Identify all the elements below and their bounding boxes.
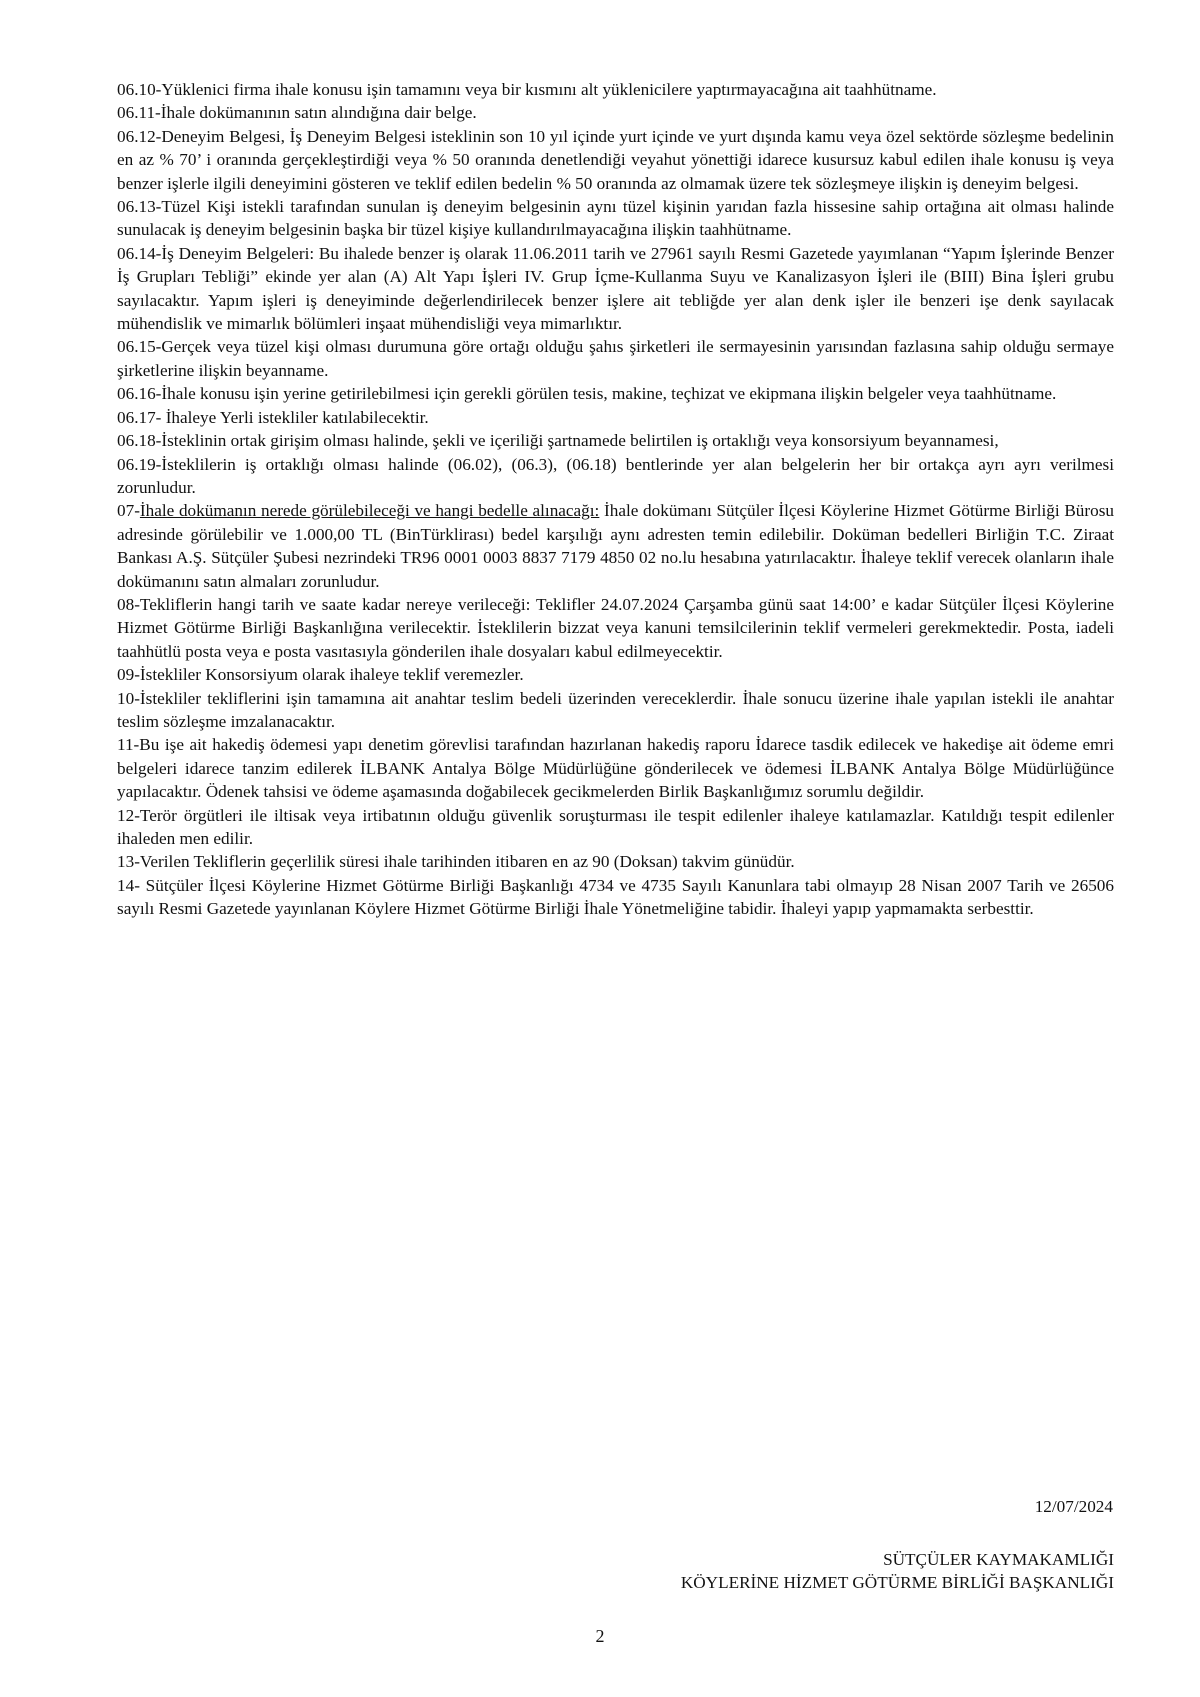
page-number: 2 <box>595 1626 605 1646</box>
paragraph-06-10: 06.10-Yüklenici firma ihale konusu işin tamamını veya bir kısmını alt yüklenicilere yaptırmayacağına ait taahhütname. <box>117 80 937 99</box>
paragraph-13: 13-Verilen Tekliflerin geçerlilik süresi ihale tarihinden itibaren en az 90 (Doksan) takvim günüdür. <box>117 852 795 872</box>
paragraph-08: 08-Tekliflerin hangi tarih ve saate kadar nereye verileceği: Teklifler 24.07.2024 Çarşamba günü saat 14:00’ e kadar Sütçüler İlçesi Köylerine Hizmet Götürme Birliği Başkanlığına verilecektir. İsteklilerin bizzat veya kanuni temsilcilerinin teklif vermeleri gerekmektedir. Posta, iadeli taahhütlü posta veya e posta vasıtasıyla gönderilen ihale dosyaları kabul edilmeyecektir. <box>117 594 1114 661</box>
signature-block <box>681 1548 1114 1595</box>
document-date: 12/07/2024 <box>1034 1497 1113 1516</box>
paragraph-06-19: 06.19-İsteklilerin iş ortaklığı olması halinde (06.02), (06.3), (06.18) bentlerinde yer alan belgelerin her bir ortakça ayrı ayrı verilmesi zorunludur. <box>117 454 1114 497</box>
paragraph-11: 11-Bu işe ait hakediş ödemesi yapı denetim görevlisi tarafından hazırlanan hakediş raporu İdarece tasdik edilecek ve hakedişe ait ödeme emri belgeleri idarece tanzim edilerek İLBANK Antalya Bölge Müdürlüğüne gönderilecek ve ödemesi İLBANK Antalya Bölge Müdürlüğünce yapılacaktır. Ödenek tahsisi ve ödeme aşamasında doğabilecek gecikmelerden Birlik Başkanlığımız sorumlu değildir. <box>117 735 1114 802</box>
paragraph-06-17: 06.17- İhaleye Yerli istekliler katılabilecektir. <box>117 407 429 427</box>
paragraph-14: 14- Sütçüler İlçesi Köylerine Hizmet Götürme Birliği Başkanlığı 4734 ve 4735 Sayılı Kanunlara tabi olmayıp 28 Nisan 2007 Tarih ve 26506 sayılı Resmi Gazetede yayınlanan Köylere Hizmet Götürme Birliği İhale Yönetmeliğine tabidir. İhaleyi yapıp yapmamakta serbesttir. <box>117 875 1114 919</box>
paragraph-06-11: 06.11-İhale dokümanının satın alındığına dair belge. <box>117 103 477 123</box>
paragraph-07-text: İhale dokümanı Sütçüler İlçesi Köylerine Hizmet Götürme Birliği Bürosu adresinde görülebilir ve 1.000,00 TL (BinTürklirası) bedel karşılığı aynı adresten temin edilebilir. Doküman bedelleri Birliğin T.C. Ziraat Bankası A.Ş. Sütçüler Şubesi nezrindeki TR96 0001 0003 8837 7179 4850 02 no.lu hesabına yatırılacaktır. İhaleye teklif verecek olanların ihale dokümanını satın almaları zorunludur. <box>117 501 1115 591</box>
paragraph-06-16: 06.16-İhale konusu işin yerine getirilebilmesi için gerekli görülen tesis, makine, teçhizat ve ekipmana ilişkin belgeler veya taahhütname. <box>117 384 1057 404</box>
paragraph-06-13: 06.13-Tüzel Kişi istekli tarafından sunulan iş deneyim belgesinin aynı tüzel kişinin yarıdan fazla hissesine sahip ortağına ait olması halinde sunulacak iş deneyim belgesinin başka bir tüzel kişiye kullandırılmayacağına ilişkin taahhütname. <box>117 197 1114 240</box>
paragraph-12: 12-Terör örgütleri ile iltisak veya irtibatının olduğu güvenlik soruşturması ile tespit edilenler ihaleye katılamazlar. Katıldığı tespit edilenler ihaleden men edilir. <box>117 805 1114 848</box>
document-body <box>117 78 1114 921</box>
signature-line-1: SÜTÇÜLER KAYMAKAMLIĞI <box>883 1550 1114 1569</box>
paragraph-06-18: 06.18-İsteklinin ortak girişim olması halinde, şekli ve içeriliği şartnamede belirtilen iş ortaklığı veya konsorsiyum beyannamesi, <box>117 431 999 451</box>
paragraph-07 <box>117 499 1114 593</box>
paragraph-07-prefix: 07- <box>117 501 140 521</box>
paragraph-07-heading: İhale dokümanın nerede görülebileceği ve hangi bedelle alınacağı: <box>139 501 600 521</box>
paragraph-10: 10-İstekliler tekliflerini işin tamamına ait anahtar teslim bedeli üzerinden vereceklerdir. İhale sonucu üzerine ihale yapılan istekli ile anahtar teslim sözleşme imzalanacaktır. <box>117 688 1114 731</box>
paragraph-06-14: 06.14-İş Deneyim Belgeleri: Bu ihalede benzer iş olarak 11.06.2011 tarih ve 27961 sayılı Resmi Gazetede yayımlanan “Yapım İşlerinde Benzer İş Grupları Tebliği” ekinde yer alan (A) Alt Yapı İşleri IV. Grup İçme-Kullanma Suyu ve Kanalizasyon İşleri ile (BIII) Bina İşleri grubu sayılacaktır. Yapım işleri iş deneyiminde değerlendirilecek benzer işlere ait tebliğde yer alan denk işler ile benzeri işe denk sayılacak mühendislik ve mimarlık bölümleri inşaat mühendisliği veya mimarlıktır. <box>117 243 1114 334</box>
signature-line-2: KÖYLERİNE HİZMET GÖTÜRME BİRLİĞİ BAŞKANLIĞI <box>680 1573 1114 1593</box>
paragraph-06-15: 06.15-Gerçek veya tüzel kişi olması durumuna göre ortağı olduğu şahıs şirketleri ile sermayesinin yarısından fazlasına sahip olduğu sermaye şirketlerine ilişkin beyanname. <box>117 337 1114 380</box>
paragraph-06-12: 06.12-Deneyim Belgesi, İş Deneyim Belgesi isteklinin son 10 yıl içinde yurt içinde ve yurt dışında kamu veya özel sektörde sözleşme bedelinin en az % 70’ i oranında gerçekleştirdiği veya % 50 oranında denetlendiği veyahut yönettiği idarece kusursuz kabul edilen ihale konusu iş veya benzer işlerle ilgili deneyimini gösteren ve teklif edilen bedelin % 50 oranında az olmamak üzere tek sözleşmeye ilişkin iş deneyim belgesi. <box>117 126 1114 193</box>
paragraph-09: 09-İstekliler Konsorsiyum olarak ihaleye teklif veremezler. <box>117 665 524 685</box>
